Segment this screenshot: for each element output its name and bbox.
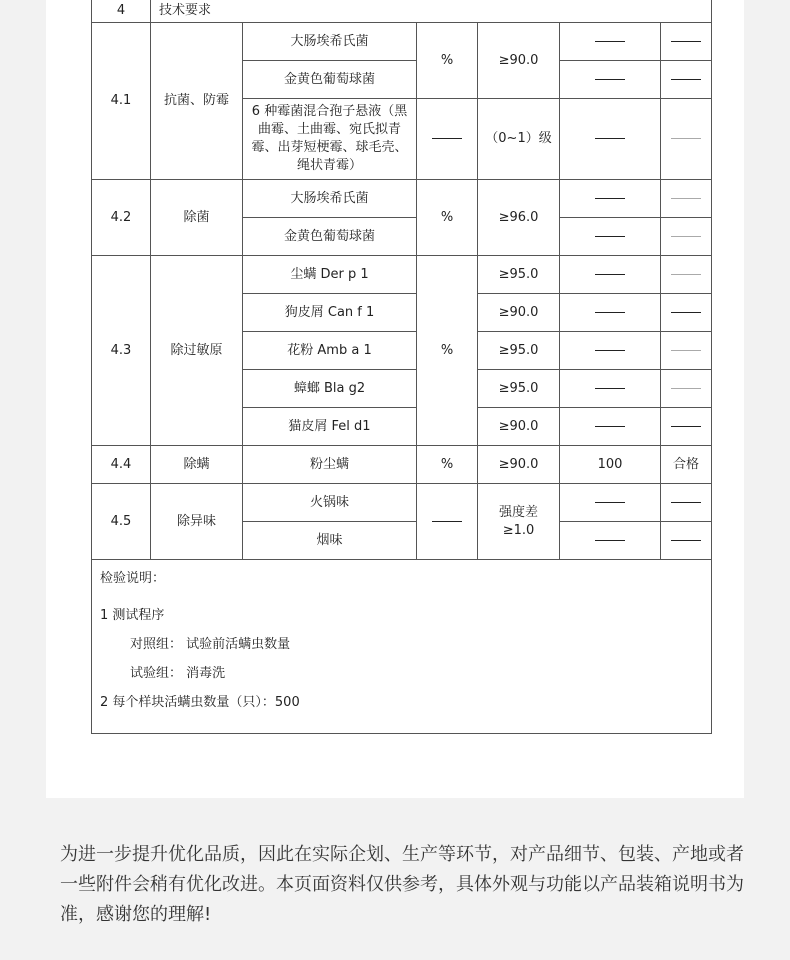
- result-cell: 100: [560, 446, 661, 484]
- test-organism: 蟑螂 Bla g2: [243, 370, 417, 408]
- dash-mark: [671, 79, 701, 80]
- dash-mark: [671, 274, 701, 275]
- dash-mark: [432, 521, 462, 522]
- dash-mark: [671, 540, 701, 541]
- result-cell: [560, 23, 661, 61]
- unit-cell: %: [417, 256, 478, 446]
- result-cell: [560, 332, 661, 370]
- unit-cell: %: [417, 446, 478, 484]
- requirement-cell: [478, 484, 560, 560]
- test-organism: 大肠埃希氏菌: [243, 23, 417, 61]
- test-organism: [243, 99, 417, 180]
- test-organism: 狗皮屑 Can f 1: [243, 294, 417, 332]
- notes-row: [92, 560, 712, 734]
- test-organism: 花粉 Amb a 1: [243, 332, 417, 370]
- notes-line: 2 每个样块活螨虫数量（只）：500: [100, 695, 300, 710]
- test-organism: 尘螨 Der p 1: [243, 256, 417, 294]
- dash-mark: [595, 540, 625, 541]
- unit-cell: [417, 484, 478, 560]
- section-item: 除过敏原: [151, 256, 243, 446]
- requirement-cell: ≥90.0: [478, 294, 560, 332]
- result-cell: [560, 522, 661, 560]
- judgement-cell: 合格: [661, 446, 712, 484]
- dash-mark: [595, 236, 625, 237]
- section-item: 除异味: [151, 484, 243, 560]
- section-item: 除螨: [151, 446, 243, 484]
- unit-cell: [417, 99, 478, 180]
- test-organism: 烟味: [243, 522, 417, 560]
- result-cell: [560, 370, 661, 408]
- judgement-cell: [661, 332, 712, 370]
- requirement-cell: ≥90.0: [478, 23, 560, 99]
- header-number: 4: [92, 0, 151, 23]
- test-results-table: [91, 0, 712, 734]
- requirement-cell: ≥95.0: [478, 332, 560, 370]
- dash-mark: [595, 79, 625, 80]
- judgement-cell: [661, 370, 712, 408]
- dash-mark: [595, 388, 625, 389]
- requirement-cell: ≥96.0: [478, 180, 560, 256]
- table-row: [92, 484, 712, 522]
- dash-mark: [595, 312, 625, 313]
- table-row: [92, 180, 712, 218]
- table-row: [92, 256, 712, 294]
- unit-cell: %: [417, 180, 478, 256]
- notes-title: 检验说明：: [100, 571, 166, 586]
- dash-mark: [671, 138, 701, 139]
- dash-mark: [595, 502, 625, 503]
- section-number: 4.2: [92, 180, 151, 256]
- requirement-cell: ≥95.0: [478, 256, 560, 294]
- judgement-cell: [661, 294, 712, 332]
- judgement-cell: [661, 23, 712, 61]
- judgement-cell: [661, 218, 712, 256]
- dash-mark: [671, 236, 701, 237]
- judgement-cell: [661, 484, 712, 522]
- judgement-cell: [661, 408, 712, 446]
- disclaimer-text: 为进一步提升优化品质，因此在实际企划、生产等环节，对产品细节、包装、产地或者一些附件会稍有优化改进。本页面资料仅供参考，具体外观与功能以产品装箱说明书为准，感谢您的理解!: [60, 844, 744, 925]
- requirement-text: 强度差 ≥1.0: [498, 504, 538, 538]
- dash-mark: [671, 350, 701, 351]
- notes-line: 对照组： 试验前活螨虫数量: [130, 637, 291, 652]
- judgement-cell: [661, 256, 712, 294]
- dash-mark: [671, 502, 701, 503]
- table-row: [92, 446, 712, 484]
- notes-line: 1 测试程序: [100, 608, 165, 623]
- requirement-cell: （0~1）级: [478, 99, 560, 180]
- test-organism: 火锅味: [243, 484, 417, 522]
- test-organism: 大肠埃希氏菌: [243, 180, 417, 218]
- test-organism: 猫皮屑 Fel d1: [243, 408, 417, 446]
- dash-mark: [595, 198, 625, 199]
- dash-mark: [671, 426, 701, 427]
- judgement-cell: [661, 61, 712, 99]
- result-cell: [560, 99, 661, 180]
- test-organism: 金黄色葡萄球菌: [243, 218, 417, 256]
- requirement-cell: ≥90.0: [478, 408, 560, 446]
- result-cell: [560, 61, 661, 99]
- result-cell: [560, 256, 661, 294]
- judgement-cell: [661, 99, 712, 180]
- dash-mark: [595, 350, 625, 351]
- dash-mark: [595, 138, 625, 139]
- result-cell: [560, 294, 661, 332]
- section-item: 抗菌、防霉: [151, 23, 243, 180]
- table-header-row: [92, 0, 712, 23]
- dash-mark: [671, 312, 701, 313]
- test-organism: 粉尘螨: [243, 446, 417, 484]
- judgement-cell: [661, 180, 712, 218]
- result-cell: [560, 180, 661, 218]
- header-title: 技术要求: [151, 0, 712, 23]
- requirement-cell: ≥95.0: [478, 370, 560, 408]
- section-number: 4.4: [92, 446, 151, 484]
- inspection-notes: [92, 560, 712, 734]
- notes-line: 试验组： 消毒洗: [130, 666, 226, 681]
- result-cell: [560, 408, 661, 446]
- test-organism: 金黄色葡萄球菌: [243, 61, 417, 99]
- section-number: 4.1: [92, 23, 151, 180]
- dash-mark: [595, 41, 625, 42]
- result-cell: [560, 484, 661, 522]
- mold-organism-text: 6 种霉菌混合孢子悬液（黑曲霉、土曲霉、宛氏拟青霉、出芽短梗霉、球毛壳、绳状青霉）: [251, 104, 408, 173]
- section-number: 4.5: [92, 484, 151, 560]
- dash-mark: [671, 41, 701, 42]
- dash-mark: [595, 274, 625, 275]
- unit-cell: %: [417, 23, 478, 99]
- dash-mark: [671, 388, 701, 389]
- result-cell: [560, 218, 661, 256]
- requirement-cell: ≥90.0: [478, 446, 560, 484]
- section-number: 4.3: [92, 256, 151, 446]
- section-item: 除菌: [151, 180, 243, 256]
- table-row: [92, 23, 712, 61]
- dash-mark: [432, 138, 462, 139]
- dash-mark: [671, 198, 701, 199]
- judgement-cell: [661, 522, 712, 560]
- dash-mark: [595, 426, 625, 427]
